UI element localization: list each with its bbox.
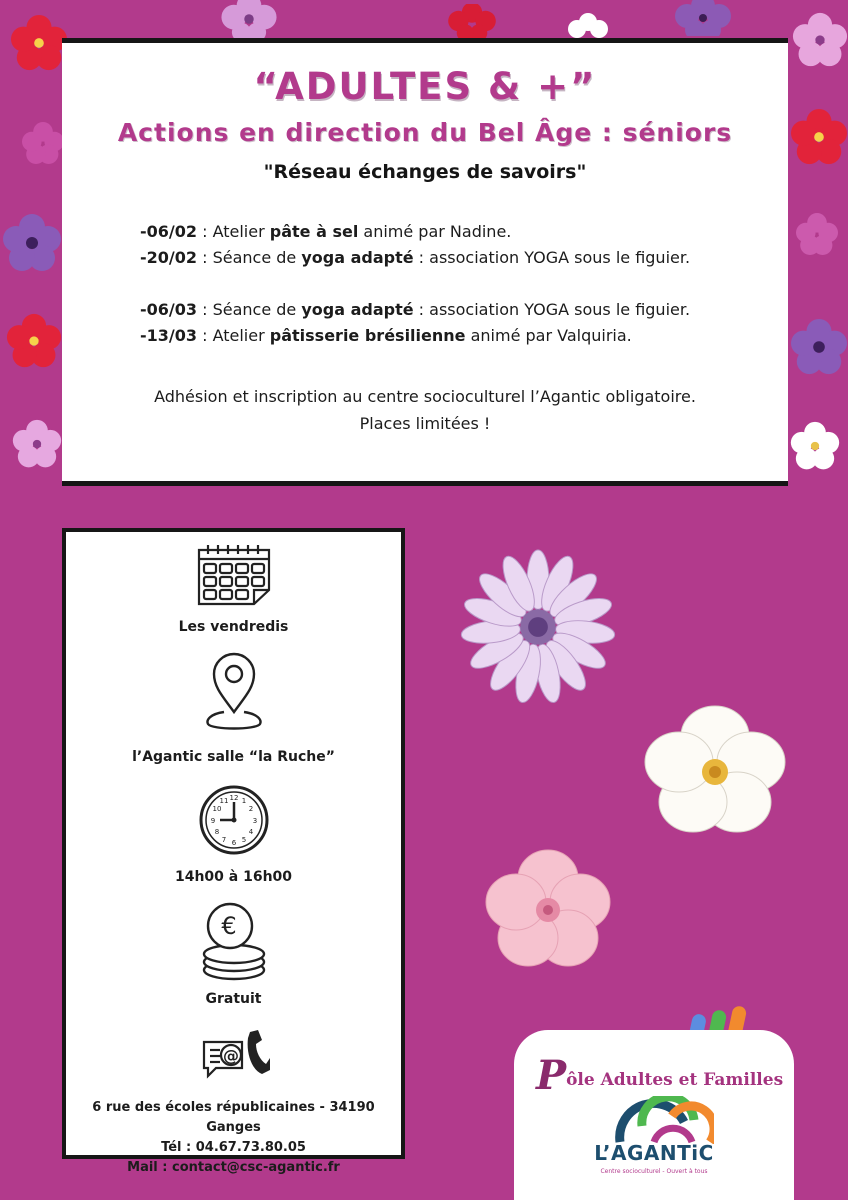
pole-card bbox=[514, 1030, 794, 1200]
limited-places-text: Places limitées ! bbox=[359, 414, 491, 433]
info-card bbox=[62, 528, 405, 1175]
schedule-item bbox=[140, 297, 690, 323]
place-block bbox=[66, 650, 401, 766]
contact-details bbox=[66, 1098, 401, 1178]
schedule-activity: yoga adapté bbox=[301, 248, 414, 267]
announcement-card bbox=[62, 38, 788, 486]
svg-text:7: 7 bbox=[221, 836, 226, 844]
schedule-date: -06/03 bbox=[140, 300, 198, 319]
pink-flower-decoration bbox=[792, 10, 848, 70]
pole-title bbox=[536, 1052, 783, 1099]
pink-blossom-decoration bbox=[478, 846, 618, 970]
pink-flower-decoration bbox=[22, 120, 64, 166]
schedule-date: -20/02 bbox=[140, 248, 198, 267]
red-flower-decoration bbox=[6, 312, 62, 370]
red-flower-decoration bbox=[10, 14, 68, 72]
svg-text:12: 12 bbox=[229, 794, 238, 802]
svg-text:5: 5 bbox=[241, 836, 246, 844]
pink-flower-decoration bbox=[796, 212, 838, 256]
page-subtitle: Actions en direction du Bel Âge : séniors bbox=[117, 118, 733, 147]
registration-notice bbox=[62, 383, 788, 437]
lilac-daisy-decoration bbox=[458, 548, 618, 706]
place-label: l’Agantic salle “la Ruche” bbox=[132, 749, 335, 765]
svg-text:2: 2 bbox=[248, 805, 253, 813]
schedule-activity: pâte à sel bbox=[269, 222, 359, 241]
svg-text:9: 9 bbox=[210, 817, 215, 825]
schedule-item bbox=[140, 219, 690, 245]
location-pin-icon bbox=[202, 650, 266, 734]
schedule-text: : Atelier bbox=[197, 326, 270, 345]
euro-coins-icon bbox=[198, 902, 270, 982]
schedule-text: : association YOGA sous le figuier. bbox=[413, 300, 691, 319]
white-flower-decoration bbox=[790, 420, 840, 472]
schedule-item bbox=[140, 245, 690, 271]
svg-text:11: 11 bbox=[219, 797, 228, 805]
schedule-list bbox=[140, 219, 690, 349]
schedule-date: -13/03 bbox=[140, 326, 198, 345]
schedule-text: : Séance de bbox=[197, 300, 302, 319]
svg-text:@: @ bbox=[222, 1046, 239, 1065]
svg-text:10: 10 bbox=[212, 805, 221, 813]
pole-initial: P bbox=[536, 1052, 567, 1099]
svg-text:1: 1 bbox=[241, 797, 246, 805]
price-block bbox=[66, 902, 401, 1008]
purple-flower-decoration bbox=[670, 0, 736, 36]
schedule-activity: pâtisserie brésilienne bbox=[269, 326, 466, 345]
pole-name: ôle Adultes et Familles bbox=[566, 1070, 784, 1090]
svg-text:€: € bbox=[220, 912, 237, 940]
purple-flower-decoration bbox=[2, 210, 62, 276]
program-name: "Réseau échanges de savoirs" bbox=[263, 161, 587, 183]
price-label: Gratuit bbox=[205, 991, 262, 1007]
pink-flower-decoration bbox=[218, 0, 280, 38]
day-block bbox=[66, 542, 401, 636]
day-label: Les vendredis bbox=[178, 619, 289, 635]
schedule-item bbox=[140, 323, 690, 349]
page-title: “ADULTES & +” bbox=[253, 65, 597, 108]
schedule-text: : association YOGA sous le figuier. bbox=[413, 248, 691, 267]
svg-text:6: 6 bbox=[231, 839, 236, 847]
agantic-tagline: Centre socioculturel - Ouvert à tous bbox=[600, 1168, 708, 1175]
schedule-activity: yoga adapté bbox=[301, 300, 414, 319]
pink-flower-decoration bbox=[12, 414, 62, 474]
schedule-text: : Séance de bbox=[197, 248, 302, 267]
white-flower-decoration bbox=[568, 12, 608, 38]
schedule-date: -06/02 bbox=[140, 222, 198, 241]
schedule-text: animé par Valquiria. bbox=[465, 326, 632, 345]
schedule-text: : Atelier bbox=[197, 222, 270, 241]
calendar-icon bbox=[194, 542, 274, 608]
email-text: Mail : contact@csc-agantic.fr bbox=[127, 1160, 340, 1175]
contact-icon-block bbox=[66, 1026, 401, 1082]
time-block bbox=[66, 784, 401, 886]
svg-text:3: 3 bbox=[252, 817, 257, 825]
clock-icon bbox=[198, 784, 270, 856]
registration-text: Adhésion et inscription au centre socioculturel l’Agantic obligatoire. bbox=[154, 387, 696, 406]
white-rose-decoration bbox=[640, 704, 790, 836]
svg-text:4: 4 bbox=[248, 828, 253, 836]
phone-text: Tél : 04.67.73.80.05 bbox=[161, 1140, 306, 1155]
time-label: 14h00 à 16h00 bbox=[174, 869, 293, 885]
schedule-text: animé par Nadine. bbox=[358, 222, 512, 241]
agantic-logo-text: L’AGANTiC bbox=[594, 1141, 714, 1165]
purple-flower-decoration bbox=[790, 312, 848, 382]
red-flower-decoration bbox=[446, 4, 498, 38]
agantic-logo-arches bbox=[614, 1096, 714, 1144]
address-text: 6 rue des écoles républicaines - 34190 Ganges bbox=[92, 1100, 375, 1135]
svg-text:8: 8 bbox=[214, 828, 219, 836]
contact-phone-icon bbox=[198, 1026, 270, 1082]
red-flower-decoration bbox=[790, 108, 848, 166]
